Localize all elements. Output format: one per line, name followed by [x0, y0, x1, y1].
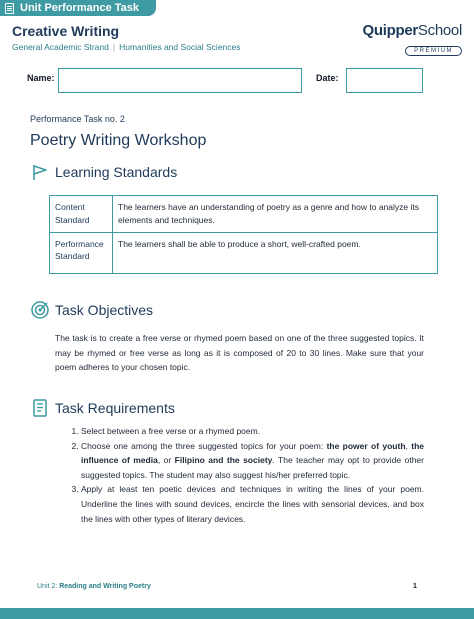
row-text: The learners shall be able to produce a short, well-crafted poem.	[113, 232, 438, 273]
page-title: Poetry Writing Workshop	[30, 132, 207, 149]
strand: General Academic Strand	[12, 42, 109, 52]
target-icon	[30, 300, 50, 320]
task-objectives-text: The task is to create a free verse or rhymed poem based on one of the three suggested topics. It may be rhymed or free verse as long as it is composed of 20 to 30 lines. Make sure that your poem adheres to your chosen topic.	[55, 333, 424, 373]
section-title: Learning Standards	[55, 164, 178, 180]
row-label: Performance Standard	[50, 232, 113, 273]
table-row	[50, 196, 438, 233]
subject-title: Creative Writing	[12, 23, 120, 39]
strand-detail: Humanities and Social Sciences	[119, 42, 241, 52]
task-number: Performance Task no. 2	[30, 114, 125, 124]
name-field[interactable]	[58, 68, 302, 93]
row-label: Content Standard	[50, 196, 113, 233]
table-row	[50, 232, 438, 273]
task-requirements-heading	[30, 398, 175, 418]
section-title: Task Requirements	[55, 400, 175, 416]
date-label: Date:	[316, 73, 339, 83]
unit-performance-task-tag	[0, 0, 156, 16]
list-item: 1. Select between a free verse or a rhymed poem.	[81, 424, 424, 439]
tag-label: Unit Performance Task	[20, 2, 140, 14]
document-icon	[5, 3, 14, 14]
requirements-list	[55, 424, 424, 526]
list-item: 2. Choose one among the three suggested topics for your poem: the power of youth, the influence of media, or Filipino and the society. The teacher may opt to provide other suggested topics. The student may also suggest his/her preferred topic.	[81, 439, 424, 483]
task-objectives-heading	[30, 300, 153, 320]
learning-standards-table	[49, 195, 438, 274]
logo-brand-main: Quipper	[362, 22, 418, 39]
topic-influence-of-media: the influence of media	[81, 440, 424, 466]
logo-brand-tail: School	[417, 22, 462, 39]
footer-unit-name: Reading and Writing Poetry	[59, 583, 151, 590]
date-field[interactable]	[346, 68, 423, 93]
section-title: Task Objectives	[55, 302, 154, 318]
logo-premium-badge: PREMIUM	[405, 46, 462, 56]
list-item: 3. Apply at least ten poetic devices and techniques in writing the lines of your poem. Underline the lines with sound devices, encircle the lines with sensorial devices, and box the lines with other types of literary devices.	[81, 482, 424, 526]
footer-unit-prefix: Unit 2:	[37, 583, 60, 590]
bottom-bar	[0, 608, 474, 619]
page-number: 1	[413, 583, 417, 590]
name-label: Name:	[27, 73, 55, 83]
footer-unit	[37, 583, 151, 590]
flag-icon	[30, 162, 50, 182]
topic-filipino-and-society: Filipino and the society	[174, 455, 273, 466]
checklist-icon	[30, 398, 50, 418]
row-text: The learners have an understanding of poetry as a genre and how to analyze its elements and techniques.	[113, 196, 438, 233]
quipper-school-logo	[363, 22, 462, 57]
topic-power-of-youth: the power of youth	[326, 440, 406, 451]
learning-standards-heading	[30, 162, 177, 182]
strand-line: General Academic Strand | Humanities and Social Sciences	[12, 42, 241, 52]
